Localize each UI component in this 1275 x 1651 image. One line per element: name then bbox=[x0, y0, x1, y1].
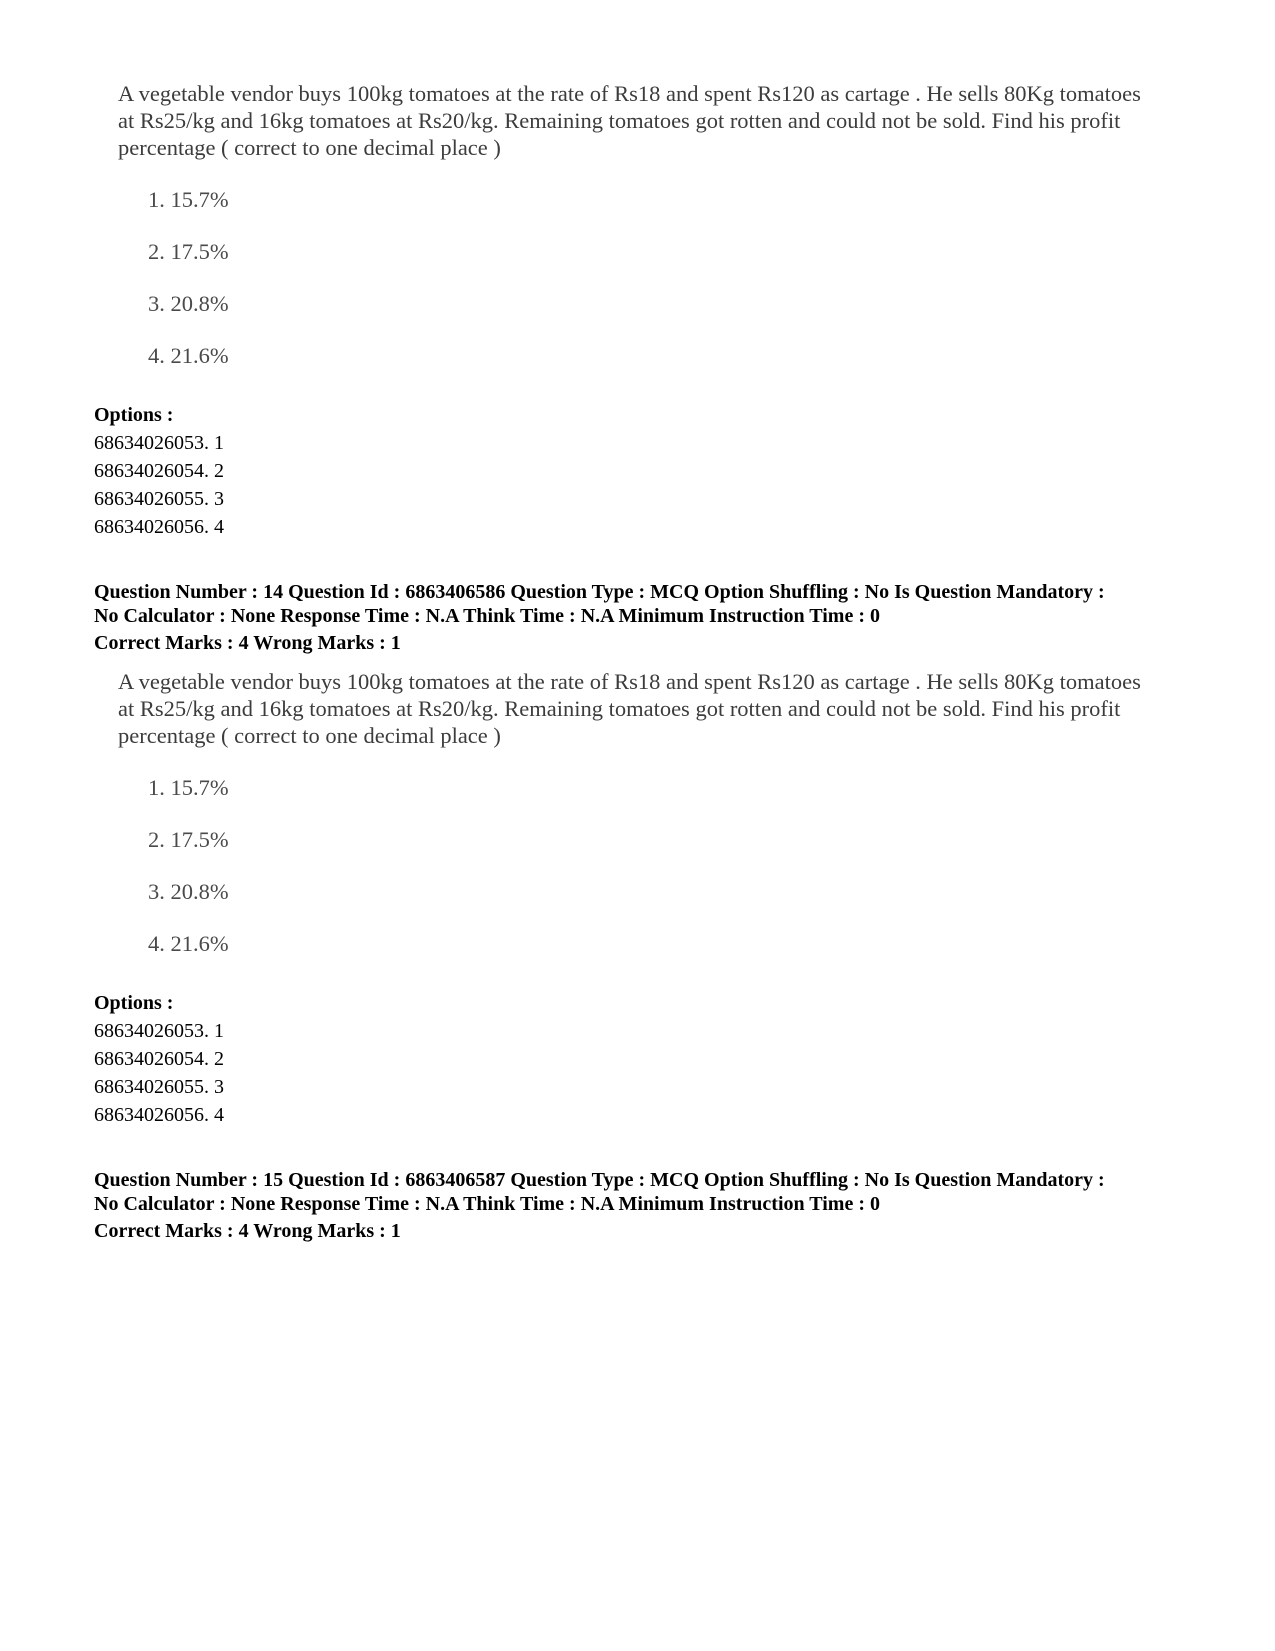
question-stem: A vegetable vendor buys 100kg tomatoes at the rate of Rs18 and spent Rs120 as cartage . He sells 80Kg tomatoes at Rs25/kg and 16kg tomatoes at Rs20/kg. Remaining tomatoes got rotten and could not be sold. Find his profit percentage ( correct to one decimal place ) bbox=[118, 81, 1141, 160]
choice-1: 1. 15.7% bbox=[148, 187, 229, 212]
choice-2: 2. 17.5% bbox=[148, 239, 229, 264]
question-15-meta bbox=[94, 1168, 1214, 1216]
meta-line-1: Question Number : 15 Question Id : 6863406587 Question Type : MCQ Option Shuffling : No Is Question Mandatory : bbox=[94, 1169, 1105, 1191]
options-heading: Options : bbox=[94, 992, 174, 1014]
option-id-2: 68634026054. 2 bbox=[94, 1048, 224, 1070]
meta-line-2: No Calculator : None Response Time : N.A Think Time : N.A Minimum Instruction Time : 0 bbox=[94, 1193, 880, 1215]
option-id-4: 68634026056. 4 bbox=[94, 1104, 224, 1126]
question-14-marks: Correct Marks : 4 Wrong Marks : 1 bbox=[94, 632, 401, 654]
option-id-2: 68634026054. 2 bbox=[94, 460, 224, 482]
choice-3: 3. 20.8% bbox=[148, 291, 229, 316]
question-13-image bbox=[118, 80, 1158, 368]
question-14-image bbox=[118, 668, 1158, 956]
choice-2: 2. 17.5% bbox=[148, 827, 229, 852]
option-id-1: 68634026053. 1 bbox=[94, 1020, 224, 1042]
meta-line-1: Question Number : 14 Question Id : 6863406586 Question Type : MCQ Option Shuffling : No Is Question Mandatory : bbox=[94, 581, 1105, 603]
choice-4: 4. 21.6% bbox=[148, 931, 229, 956]
options-heading: Options : bbox=[94, 404, 174, 426]
option-id-4: 68634026056. 4 bbox=[94, 516, 224, 538]
question-14-meta bbox=[94, 580, 1214, 628]
option-id-3: 68634026055. 3 bbox=[94, 488, 224, 510]
choice-3: 3. 20.8% bbox=[148, 879, 229, 904]
question-15-marks: Correct Marks : 4 Wrong Marks : 1 bbox=[94, 1220, 401, 1242]
choice-4: 4. 21.6% bbox=[148, 343, 229, 368]
choice-1: 1. 15.7% bbox=[148, 775, 229, 800]
question-stem: A vegetable vendor buys 100kg tomatoes at the rate of Rs18 and spent Rs120 as cartage . He sells 80Kg tomatoes at Rs25/kg and 16kg tomatoes at Rs20/kg. Remaining tomatoes got rotten and could not be sold. Find his profit percentage ( correct to one decimal place ) bbox=[118, 669, 1141, 748]
option-id-3: 68634026055. 3 bbox=[94, 1076, 224, 1098]
meta-line-2: No Calculator : None Response Time : N.A Think Time : N.A Minimum Instruction Time : 0 bbox=[94, 605, 880, 627]
option-id-1: 68634026053. 1 bbox=[94, 432, 224, 454]
